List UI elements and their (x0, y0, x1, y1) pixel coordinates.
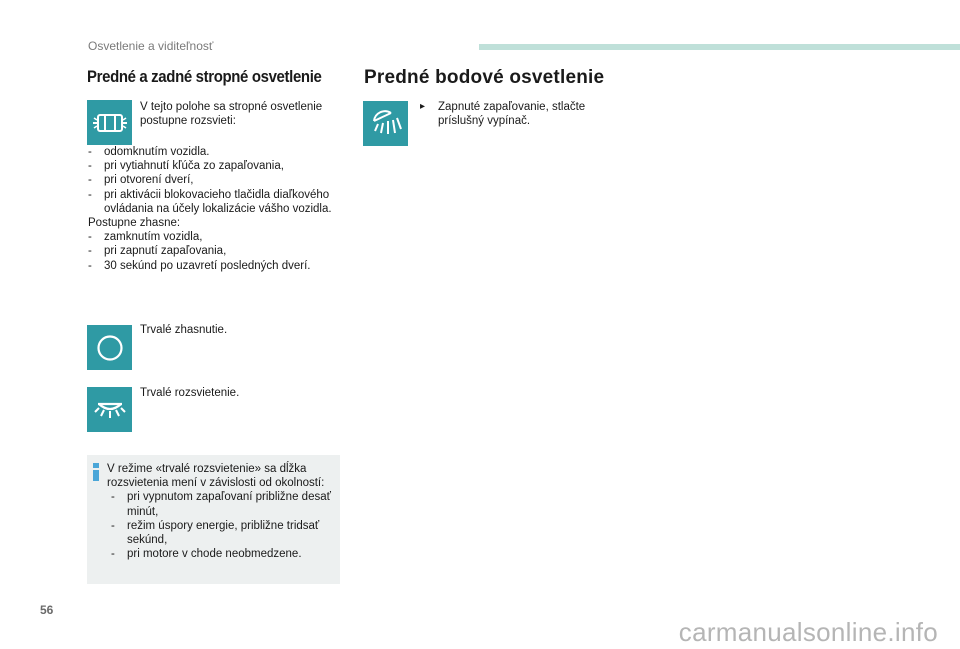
info-intro: V režime «trvalé rozsvietenie» sa dĺžka rozsvietenia mení v závislosti od okolností: (107, 463, 325, 490)
list-item: - odomknutím vozidla. (88, 145, 348, 159)
header-bar (479, 44, 960, 50)
off-mode-text: Trvalé zhasnutie. (140, 324, 228, 336)
list-item: - režim úspory energie, približne tridsať sekúnd, (107, 519, 337, 547)
off-mode-icon-box (87, 325, 132, 370)
on-mode-icon-box (87, 387, 132, 432)
on-mode-text: Trvalé rozsvietenie. (140, 387, 240, 399)
off-heading: Postupne zhasne: (88, 217, 181, 230)
spot-icon-box (363, 101, 408, 146)
list-item: - pri vytiahnutí kľúča zo zapaľovania, (88, 159, 348, 173)
map-light-icon (369, 109, 403, 139)
watermark: carmanualsonline.info (678, 617, 938, 647)
door-mode-icon-box (87, 100, 132, 145)
info-icon (93, 463, 99, 481)
circle-off-icon (95, 333, 125, 363)
list-item: - pri otvorení dverí, (88, 173, 348, 187)
info-text (107, 462, 337, 561)
courtesy-lamp-door-icon (92, 111, 128, 135)
spot-instruction (420, 100, 620, 128)
dome-light-icon (93, 398, 127, 422)
arrow-bullet-icon: ▸ (420, 101, 426, 112)
list-item: - pri aktivácii blokovacieho tlačidla diaľkového ovládania na účely lokalizácie vášho vozidla. (88, 188, 348, 216)
list-item: - pri zapnutí zapaľovania, (88, 244, 348, 258)
info-box (87, 455, 340, 584)
spot-instruction-text: Zapnuté zapaľovanie, stlačte príslušný vypínač. (438, 101, 586, 127)
right-title: Predné bodové osvetlenie (364, 67, 605, 88)
list-item: - pri motore v chode neobmedzene. (107, 547, 337, 561)
list-item: - zamknutím vozidla, (88, 230, 348, 244)
list-item: - pri vypnutom zapaľovaní približne desať minút, (107, 490, 337, 518)
section-header: Osvetlenie a viditeľnosť (88, 39, 214, 53)
left-title: Predné a zadné stropné osvetlenie (87, 67, 322, 86)
light-behavior-list (88, 145, 348, 273)
door-mode-text: V tejto polohe sa stropné osvetlenie postupne rozsvieti: (140, 101, 323, 127)
list-item: - 30 sekúnd po uzavretí posledných dverí. (88, 259, 348, 273)
page-number: 56 (40, 603, 54, 617)
